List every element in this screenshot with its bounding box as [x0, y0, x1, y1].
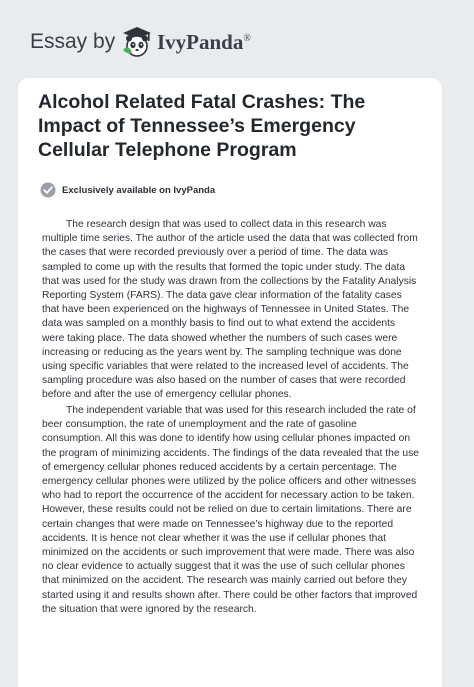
registered-mark: ® [243, 33, 251, 44]
checkmark-circle-icon [40, 182, 56, 198]
essay-card [18, 78, 442, 687]
essay-title: Alcohol Related Fatal Crashes: The Impact of Tennessee’s Emergency Cellular Telephone Program [38, 91, 366, 161]
site-header [0, 0, 474, 78]
essay-by-label: Essay by [30, 30, 116, 53]
exclusive-badge [40, 182, 215, 198]
panda-graduate-icon[interactable] [120, 24, 154, 58]
ivypanda-brand[interactable]: IvyPanda® [157, 30, 251, 54]
exclusive-badge-text: Exclusively available on IvyPanda [62, 184, 216, 196]
essay-paragraph: The research design that was used to collect data in this research was multiple time series. The author of the article used the data that was collected from the cases that were recorded previously over a period of time. The data was sampled to come up with the results that formed the topic under study. The data that was used for the study was drawn from the collections by the Fatality Analysis Reporting System (FARS). The data gave clear information of the fatality cases that have been experienced on the highways of Tennessee in United States. The data was sampled on a monthly basis to find out to what extend the accidents were taking place. The data showed whether the numbers of such cases were increasing or reducing as the years went by. The sampling technique was done using specific variables that were related to the increased level of accidents. The sampling procedure was also based on the number of cases that were recorded before and after the use of emergency cellular phones. [42, 219, 418, 401]
essay-paragraph: The independent variable that was used for this research included the rate of beer consumption, the rate of unemployment and the rate of gasoline consumption. All this was done to identify how using cellular phones impacted on the program of minimizing accidents. The findings of the data revealed that the use of emergency cellular phones reduced accidents by a certain percentage. The emergency cellular phones were utilized by the police officers and other witnesses who had to report the occurrence of the accident for necessary action to be taken. However, these results could not be relied on due to certain limitations. There are certain changes that were made on Tennessee’s highway due to the reported accidents. It is hence not clear whether it was the use if cellular phones that minimized on the accidents or such improvement that were made. There was also no clear evidence to actually suggest that it was the use of such cellular phones that minimized on the accident. The research was mainly carried out before they started using it and results shown after. There could be other factors that improved the situation that were ignored by the research. [42, 405, 420, 615]
